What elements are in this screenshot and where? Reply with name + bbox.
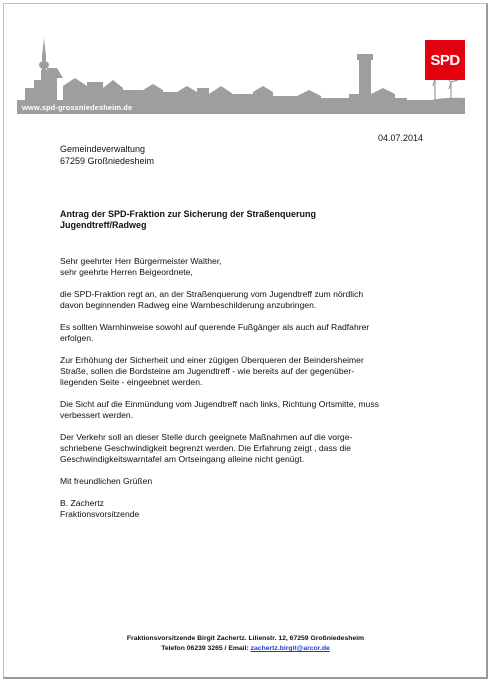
paragraph [60,289,440,311]
paragraph [60,399,440,421]
paragraph-line: Zur Erhöhung der Sicherheit und einer zügigen Überqueren der Beindersheimer [60,355,364,365]
subject-line: Antrag der SPD-Fraktion zur Sicherung der Straßenquerung [60,209,317,219]
email-link[interactable]: zachertz.birgit@arcor.de [250,645,330,652]
letter-body [60,256,440,531]
recipient-line: Gemeindeverwaltung [60,144,146,154]
paragraph-line: Die Sicht auf die Einmündung vom Jugendtreff nach links, Richtung Ortsmitte, muss [60,399,379,409]
footer-phone: Telefon 06239 3265 / Email: [161,645,251,652]
paragraph-line: verbessert werden. [60,410,134,420]
paragraph-line: die SPD-Fraktion regt an, an der Straßenquerung vom Jugendtreff zum nördlich [60,289,364,299]
closing: Mit freundlichen Grüßen [60,476,153,486]
paragraph-line: Geschwindigkeitswarntafel am Ortseingang alleine nicht genügt. [60,454,305,464]
spd-logo: SPD [425,40,465,80]
salutation-line: Sehr geehrter Herr Bürgermeister Walther, [60,256,222,266]
paragraph-line: liegenden Seite - eingeebnet werden. [60,377,203,387]
paragraph [60,322,440,344]
subject-line: Jugendtreff/Radweg [60,220,147,230]
website-url[interactable]: www.spd-grossniedesheim.de [22,103,133,112]
paragraph [60,432,440,465]
signature [60,498,440,520]
footer-address: Fraktionsvorsitzende Birgit Zachertz. Lilienstr. 12, 67259 Großniedesheim [126,635,365,642]
paragraph-line: erfolgen. [60,333,94,343]
letter-footer [0,634,491,654]
paragraph-line: davon beginnenden Radweg eine Warnbeschilderung anzubringen. [60,300,317,310]
letter-subject [60,209,390,231]
letter-date: 04.07.2014 [378,133,424,143]
footer-contact [0,644,491,654]
recipient-line: 67259 Großniedesheim [60,156,155,166]
paragraph-line: Straße, sollen die Bordsteine am Jugendtreff - wie bereits auf der gegenüber- [60,366,355,376]
salutation-line: sehr geehrte Herren Beigeordnete, [60,267,193,277]
salutation [60,256,440,278]
paragraph-line: Es sollten Warnhinweise sowohl auf querende Fußgänger als auch auf Radfahrer [60,322,370,332]
paragraph-line: schriebene Geschwindigkeit begrenzt werden. Die Erfahrung zeigt , dass die [60,443,351,453]
signature-title: Fraktionsvorsitzende [60,509,140,519]
recipient-address [60,143,154,167]
paragraph [60,355,440,388]
paragraph-line: Der Verkehr soll an dieser Stelle durch geeignete Maßnahmen auf die vorge- [60,432,353,442]
signature-name: B. Zachertz [60,498,104,508]
